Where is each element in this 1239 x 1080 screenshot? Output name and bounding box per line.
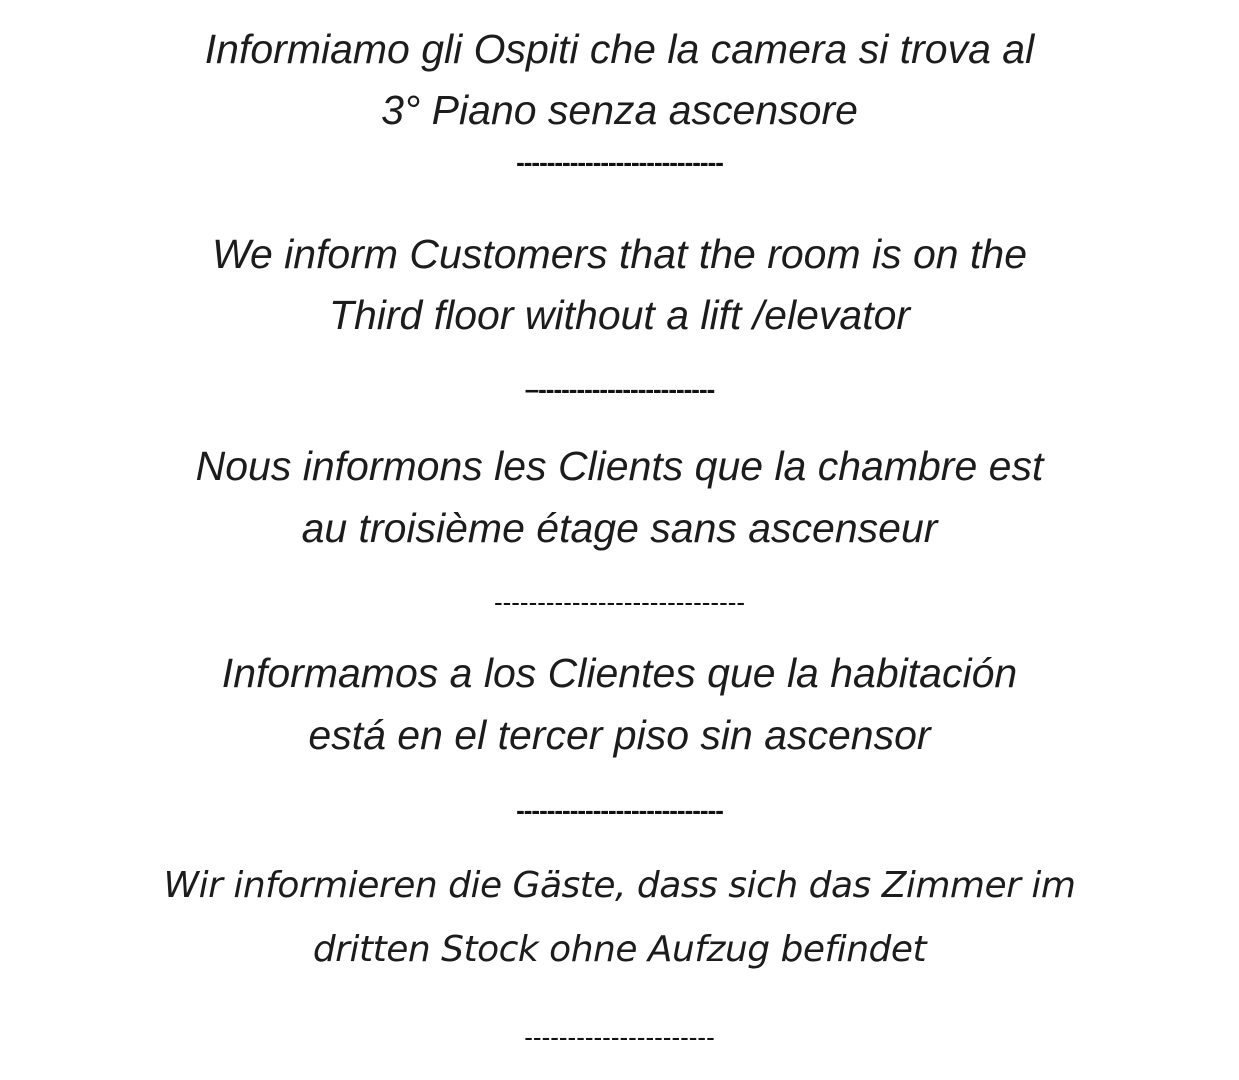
notice-en-line-1: We inform Customers that the room is on the bbox=[211, 231, 1027, 277]
separator-de: ---------------------- bbox=[524, 1022, 715, 1052]
notice-es-line-2: está en el tercer piso sin ascensor bbox=[308, 712, 931, 758]
notice-en-line-2: Third floor without a lift /elevator bbox=[328, 292, 911, 338]
notice-de-line-1: Wir informieren die Gäste, dass sich das Zimmer im bbox=[163, 865, 1076, 906]
notice-de-line-2: dritten Stock ohne Aufzug befindet bbox=[312, 929, 927, 970]
separator-fr: ----------------------------- bbox=[493, 587, 746, 617]
separator-it: --------------------------- bbox=[516, 147, 723, 177]
notice-it-line-1: Informiamo gli Ospiti che la camera si trova al bbox=[204, 26, 1035, 72]
notice-es-line-1: Informamos a los Clientes que la habitación bbox=[221, 650, 1018, 696]
notice-fr-line-2: au troisième étage sans ascenseur bbox=[301, 505, 938, 551]
notice-fr-line-1: Nous informons les Clients que la chambre est bbox=[195, 443, 1044, 489]
notice-it-line-2: 3° Piano senza ascensore bbox=[381, 87, 858, 133]
separator-en: –----------------------- bbox=[524, 374, 715, 404]
separator-es: --------------------------- bbox=[516, 795, 723, 825]
